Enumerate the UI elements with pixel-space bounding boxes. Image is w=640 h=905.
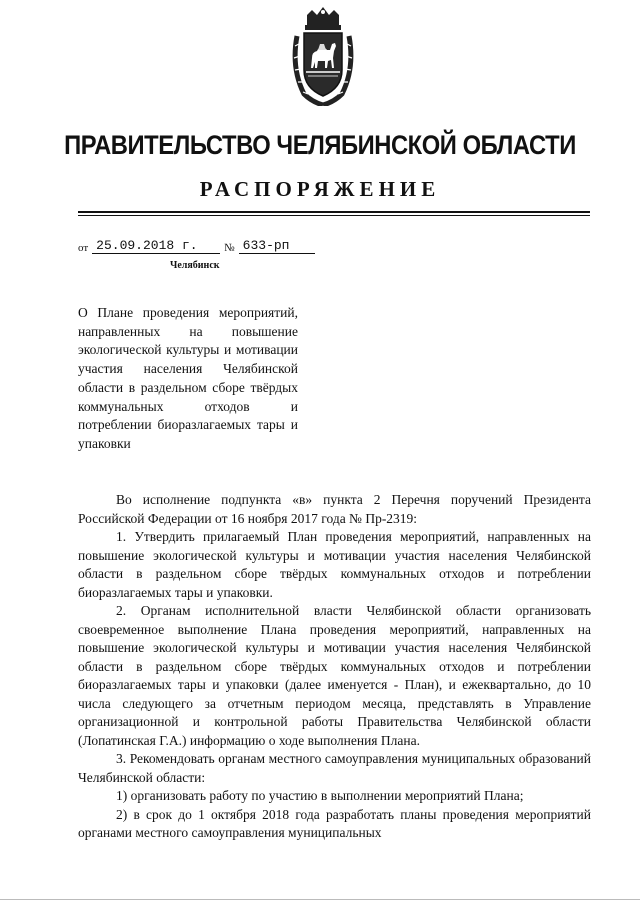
document-date: 25.09.2018 г. [92,238,220,254]
body-paragraph-preamble: Во исполнение подпункта «в» пункта 2 Перечня поручений Президента Российской Федерации от 16 ноября 2017 года № Пр-2319: [78,492,591,526]
header-divider-thick [78,211,590,213]
document-registration [78,238,315,254]
document-subject: О Плане проведения мероприятий, направленных на повышение экологической культуры и мотивации участия населения Челябинской области в раздельном сборе твёрдых коммунальных отходов и потреблении биоразлагаемых тары и упаковки [78,305,298,451]
document-body [78,491,591,843]
document-number: 633-рп [239,238,315,254]
body-paragraph-3-2: 2) в срок до 1 октября 2018 года разработать планы проведения мероприятий органами местного самоуправления муниципальных [78,806,591,840]
body-paragraph-1: 1. Утвердить прилагаемый План проведения мероприятий, направленных на повышение экологической культуры и мотивации участия населения Челябинской области в раздельном сборе твёрдых коммунальных отходов и потреблении биоразлагаемых тары и упаковки. [78,529,591,600]
page-bottom-edge [0,899,640,900]
government-title: ПРАВИТЕЛЬСТВО ЧЕЛЯБИНСКОЙ ОБЛАСТИ [64,130,576,160]
header-divider-thin [78,215,590,216]
document-type-title: РАСПОРЯЖЕНИЕ [199,177,441,201]
body-paragraph-3-1: 1) организовать работу по участию в выполнении мероприятий Плана; [116,788,524,803]
chelyabinsk-coat-of-arms-icon [290,6,356,106]
date-prefix: от [78,242,89,254]
body-paragraph-3: 3. Рекомендовать органам местного самоуправления муниципальных образований Челябинской области: [78,751,591,785]
body-paragraph-2: 2. Органам исполнительной власти Челябинской области организовать своевременное выполнение Плана проведения мероприятий, направленных на повышение экологической культуры и мотивации участия населения Челябинской области в раздельном сборе твёрдых коммунальных отходов и потреблении биоразлагаемых тары и упаковки (далее именуется - План), и ежеквартально, до 10 числа следующего за отчетным периодом месяца, представлять в Управление организационной и контрольной работы Правительства Челябинской области (Лопатинская Г.А.) информацию о ходе выполнения Плана. [78,603,591,748]
number-prefix: № [224,242,235,254]
document-city: Челябинск [170,260,220,271]
